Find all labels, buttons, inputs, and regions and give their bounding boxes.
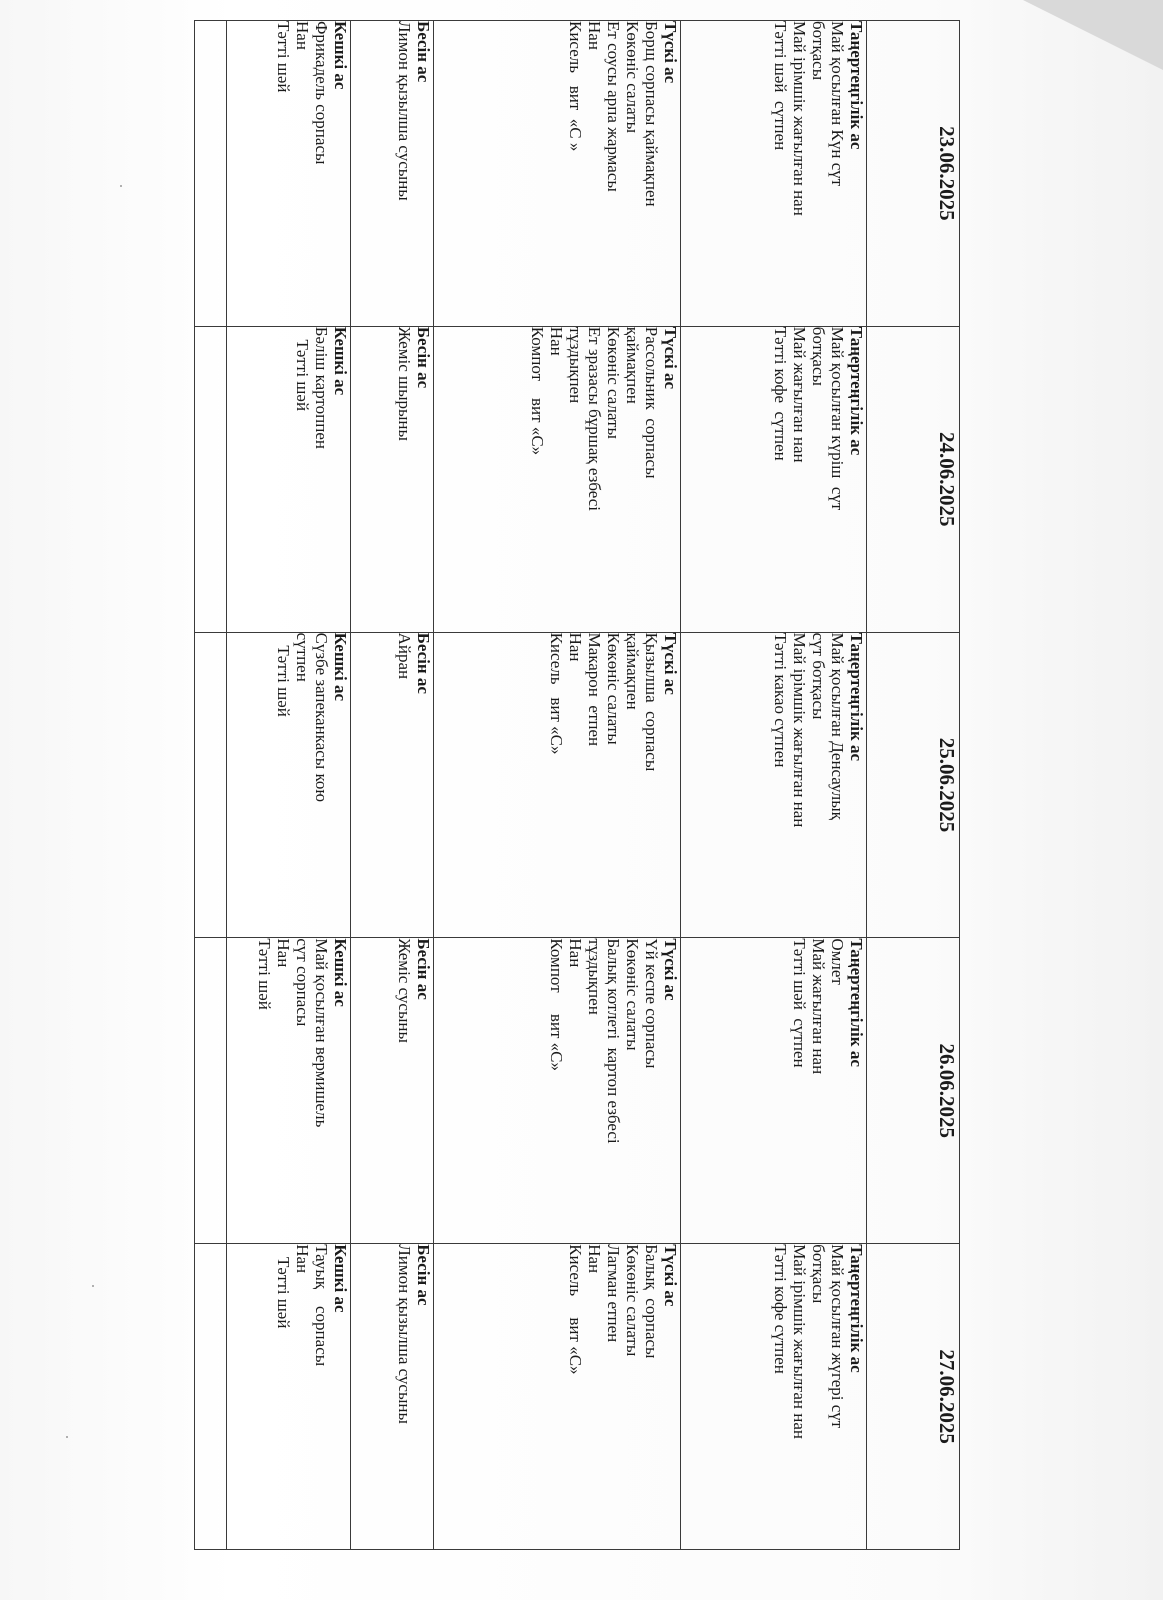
date-cell: 27.06.2025 <box>867 1244 960 1550</box>
menu-item: Нан <box>585 1244 605 1274</box>
menu-item: Балық сорпасы <box>642 1244 662 1359</box>
menu-item: Май қосылған Денсаулық <box>828 632 847 820</box>
empty-row <box>195 21 227 1550</box>
menu-item: Тәтті кофе сүтпен <box>771 326 790 461</box>
menu-item: Нан <box>547 326 567 356</box>
menu-item: Май қосылған Күн сүт <box>828 21 847 187</box>
menu-item: Ет соусы арпа жармасы <box>604 21 624 192</box>
menu-item: Май жағылған нан <box>809 938 828 1075</box>
breakfast-cell <box>681 326 867 632</box>
meal-heading: Түскі ас <box>661 632 681 695</box>
scan-speck <box>120 185 122 187</box>
menu-item: Жеміс шырыны <box>395 326 415 441</box>
menu-item: Тәтті шәй <box>292 326 312 412</box>
date-cell: 25.06.2025 <box>867 632 960 938</box>
menu-item: Май ірімшік жағылған нан <box>790 632 809 828</box>
dinner-cell <box>226 326 350 632</box>
empty-cell <box>195 938 227 1244</box>
dinner-row <box>226 21 350 1550</box>
meal-heading: Түскі ас <box>661 1244 681 1307</box>
snack-cell <box>350 1244 433 1550</box>
snack-cell <box>350 632 433 938</box>
snack-cell <box>350 326 433 632</box>
menu-item: Жеміс сусыны <box>395 938 415 1043</box>
menu-item: Май қосылған вермишель <box>311 938 331 1128</box>
menu-item: Тәтті шәй <box>273 1244 293 1329</box>
menu-item: Нан <box>566 938 586 968</box>
meal-heading: Таңертеңгілік ас <box>847 938 866 1067</box>
menu-item: Тәтті шәй сүтпен <box>790 938 809 1068</box>
menu-item: Тәтті какао сүтпен <box>771 632 790 768</box>
dinner-cell <box>226 938 350 1244</box>
lunch-cell <box>434 632 681 938</box>
dinner-cell <box>226 1244 350 1550</box>
menu-item: сүтпен <box>292 632 312 682</box>
snack-row <box>350 21 433 1550</box>
menu-item: Май ірімшік жағылған нан <box>790 1244 809 1439</box>
menu-item: Лимон қызылша сусыны <box>395 21 415 201</box>
snack-cell <box>350 21 433 327</box>
dinner-cell <box>226 632 350 938</box>
menu-item: Тәтті шәй <box>273 632 293 717</box>
meal-heading: Таңертеңгілік ас <box>847 632 866 762</box>
menu-item: Көкөніс салаты <box>623 21 643 134</box>
breakfast-cell <box>681 938 867 1244</box>
menu-item: Тәтті кофе сүтпен <box>771 1244 790 1374</box>
meal-heading: Таңертеңгілік ас <box>847 21 866 150</box>
menu-item: Фрикадель сорпасы <box>311 21 331 165</box>
lunch-cell <box>434 938 681 1244</box>
date-header-row <box>867 21 960 1550</box>
menu-item: сүт ботқасы <box>809 632 828 720</box>
menu-item: ботқасы <box>809 1244 828 1304</box>
meal-heading: Кешкі ас <box>330 1244 350 1313</box>
meal-heading: Түскі ас <box>661 938 681 1001</box>
menu-item: Қызылша сорпасы <box>642 632 662 772</box>
menu-item: Үй кеспе сорпасы <box>642 938 662 1069</box>
menu-item: Нан <box>585 21 605 50</box>
menu-item: Тәтті шәй <box>273 21 293 93</box>
menu-item: Май жағылған нан <box>790 326 809 463</box>
menu-item: қаймақпен <box>623 632 643 710</box>
menu-item: Борщ сорпасы қаймақпен <box>642 21 662 207</box>
menu-item: Нан <box>566 632 586 662</box>
menu-sheet <box>194 20 960 1550</box>
menu-item: Нан <box>292 21 312 50</box>
menu-item: Кисель вит «С» <box>566 1244 586 1375</box>
menu-item: Компот вит «С» <box>547 938 567 1072</box>
empty-cell <box>195 21 227 327</box>
lunch-cell <box>434 1244 681 1550</box>
menu-item: Нан <box>292 1244 312 1274</box>
menu-item: Бәліш картоппен <box>311 326 331 450</box>
meal-heading: Бесін ас <box>414 326 434 389</box>
menu-item: ботқасы <box>809 21 828 81</box>
lunch-row <box>434 21 681 1550</box>
menu-item: Сүзбе запеканкасы кою <box>311 632 331 803</box>
menu-item: Макарон етпен <box>585 632 605 747</box>
menu-item: Май қосылған жүгері сүт <box>828 1244 847 1429</box>
meal-heading: Таңертеңгілік ас <box>847 326 866 456</box>
menu-item: Тауық сорпасы <box>311 1244 331 1367</box>
meal-heading: Бесін ас <box>414 1244 434 1306</box>
menu-item: Компот вит «С» <box>528 326 548 456</box>
meal-heading: Бесін ас <box>414 632 434 694</box>
menu-item: қаймақпен <box>623 326 643 404</box>
date-cell: 26.06.2025 <box>867 938 960 1244</box>
scan-speck <box>92 1285 94 1287</box>
menu-item: Балық котлеті картоп езбесі <box>604 938 624 1144</box>
menu-item: Кисель вит «С » <box>566 21 586 152</box>
breakfast-cell <box>681 632 867 938</box>
meal-heading: Таңертеңгілік ас <box>847 1244 866 1373</box>
meal-heading: Кешкі ас <box>330 21 350 90</box>
menu-item: Май қосылған күріш сүт <box>828 326 847 511</box>
meal-heading: Кешкі ас <box>330 938 350 1007</box>
weekly-menu-table <box>194 20 960 1550</box>
meal-heading: Бесін ас <box>414 21 434 83</box>
menu-item: Кисель вит «С» <box>547 632 567 755</box>
date-cell: 23.06.2025 <box>867 21 960 327</box>
menu-item: Көкөніс салаты <box>623 938 643 1051</box>
breakfast-row <box>681 21 867 1550</box>
meal-heading: Түскі ас <box>661 21 681 84</box>
menu-item: Лагман етпен <box>604 1244 624 1343</box>
lunch-cell <box>434 326 681 632</box>
meal-heading: Бесін ас <box>414 938 434 1000</box>
menu-item: Рассольник сорпасы <box>642 326 662 479</box>
menu-item: Айран <box>395 632 415 680</box>
menu-item: тұздықпен <box>585 938 605 1015</box>
menu-item: Көкөніс салаты <box>604 632 624 745</box>
breakfast-cell <box>681 21 867 327</box>
empty-cell <box>195 632 227 938</box>
breakfast-cell <box>681 1244 867 1550</box>
meal-heading: Кешкі ас <box>330 326 350 396</box>
menu-item: ботқасы <box>809 326 828 386</box>
empty-cell <box>195 326 227 632</box>
lunch-cell <box>434 21 681 327</box>
menu-item: тұздықпен <box>566 326 586 404</box>
folded-corner <box>1023 0 1163 70</box>
snack-cell <box>350 938 433 1244</box>
menu-item: Нан <box>273 938 293 968</box>
menu-item: Көкөніс салаты <box>623 1244 643 1357</box>
menu-item: Тәтті шәй <box>254 938 274 1010</box>
menu-item: Ет зразасы бұршақ езбесі <box>585 326 605 512</box>
menu-item: Май ірімшік жағылған нан <box>790 21 809 216</box>
menu-item: Омлет <box>828 938 847 985</box>
menu-item: Лимон қызылша сусыны <box>395 1244 415 1424</box>
meal-heading: Түскі ас <box>661 326 681 389</box>
menu-item: Тәтті шәй сүтпен <box>771 21 790 151</box>
empty-cell <box>195 1244 227 1550</box>
menu-item: Көкөніс салаты <box>604 326 624 439</box>
dinner-cell <box>226 21 350 327</box>
date-cell: 24.06.2025 <box>867 326 960 632</box>
menu-item: сүт сорпасы <box>292 938 312 1027</box>
meal-heading: Кешкі ас <box>330 632 350 701</box>
scan-speck <box>66 1436 68 1438</box>
